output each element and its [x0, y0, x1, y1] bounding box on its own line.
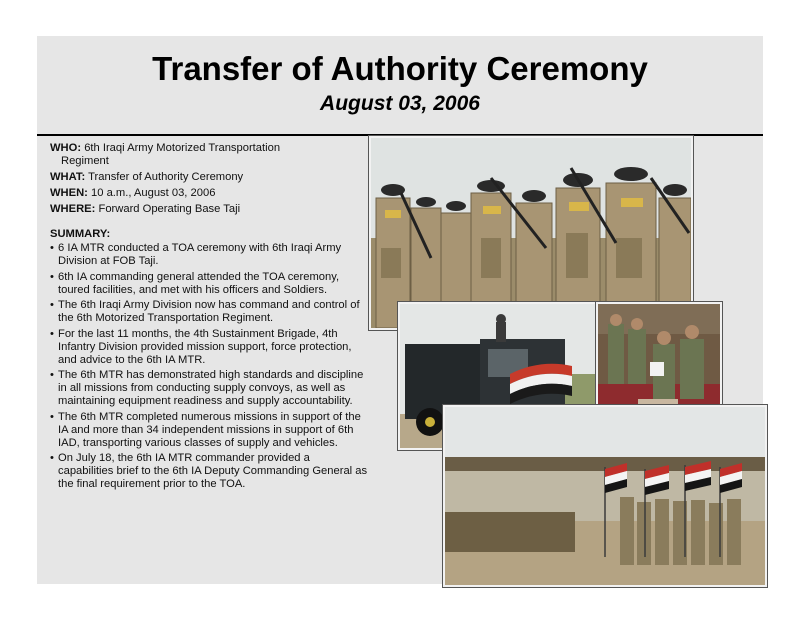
detail-label: WHEN: — [50, 187, 88, 199]
summary-bullet: • The 6th MTR completed numerous missions in support of the IA and more than 34 independent missions in support of 6th IAD, transporting various classes of supply and vehicles. — [50, 411, 368, 450]
summary-heading: SUMMARY: — [50, 228, 111, 240]
summary-list — [50, 242, 368, 491]
detail-label: WHAT: — [50, 171, 86, 183]
detail-who — [50, 142, 368, 168]
detail-what — [50, 171, 368, 184]
detail-label: WHO: — [50, 142, 82, 154]
details-column — [50, 142, 368, 494]
header — [37, 36, 763, 134]
detail-where — [50, 203, 368, 216]
formation-with-flags-photo — [443, 405, 767, 587]
summary-bullet: • The 6th Iraqi Army Division now has command and control of the 6th Motorized Transportation Regiment. — [50, 299, 368, 325]
marching-soldiers-photo — [369, 136, 693, 330]
summary-bullet: • 6th IA commanding general attended the TOA ceremony, toured facilities, and met with his officers and Soldiers. — [50, 271, 368, 297]
detail-value: 6th Iraqi Army Motorized Transportation — [84, 142, 281, 154]
summary-bullet: • For the last 11 months, the 4th Sustainment Brigade, 4th Infantry Division provided mission support, force protection, and advice to the 6th IA MTR. — [50, 328, 368, 367]
summary-bullet: • 6 IA MTR conducted a TOA ceremony with 6th Iraqi Army Division at FOB Taji. — [50, 242, 368, 268]
summary-bullet: • On July 18, the 6th IA MTR commander provided a capabilities brief to the 6th IA Deputy Commanding General as the final requirement prior to the TOA. — [50, 452, 368, 491]
summary-bullet: • The 6th MTR has demonstrated high standards and discipline in all missions from conducting supply convoys, as well as maintaining equipment readiness and supply accountability. — [50, 369, 368, 408]
detail-label: WHERE: — [50, 203, 96, 215]
detail-value: 10 a.m., August 03, 2006 — [91, 187, 216, 199]
detail-value: Transfer of Authority Ceremony — [88, 171, 244, 183]
detail-when — [50, 187, 368, 200]
page-title: Transfer of Authority Ceremony — [152, 50, 648, 87]
detail-value: Forward Operating Base Taji — [98, 203, 241, 215]
page-subtitle-date: August 03, 2006 — [320, 92, 480, 115]
detail-value-continued: Regiment — [61, 155, 109, 167]
